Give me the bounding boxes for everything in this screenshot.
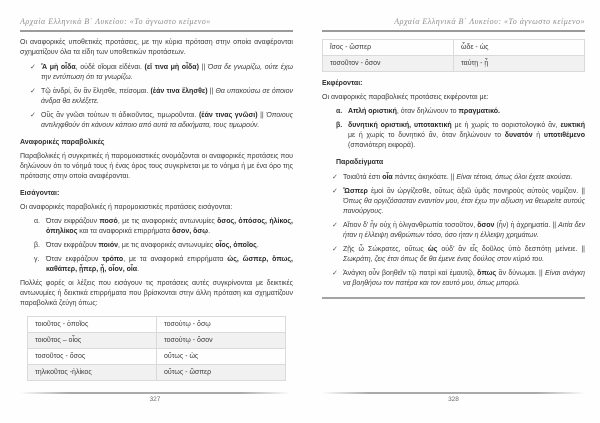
page-number: 328 [448, 396, 459, 403]
list-item [332, 245, 585, 265]
table-cell: ὧδε - ὡς [454, 40, 585, 56]
example-text: Τοιαῦτά ἐστι οἷα πάντες ἀκηκόατε. || Είναι τέτοια, όπως όλοι έχετε ακούσει. [343, 174, 573, 181]
page-footer [322, 392, 585, 403]
table-cell: ἴσος - ὥσπερ [323, 40, 454, 56]
check-bullet-icon: ✓ [332, 188, 338, 195]
table-cell: τοσοῦτος - ὅσος [28, 349, 157, 365]
check-bullet-icon: ✓ [30, 88, 36, 95]
list-item [34, 241, 293, 251]
parabolic-pairs-table [27, 316, 286, 381]
item-label: α. [336, 108, 343, 115]
parabolic-pairs-table [322, 39, 585, 72]
check-bullet-icon: ✓ [332, 270, 338, 277]
list-item [34, 217, 293, 237]
expression-items-list [322, 107, 585, 151]
table-cell: ταύτῃ - ᾗ [454, 56, 585, 72]
list-item [332, 187, 585, 217]
table-cell: τηλικοῦτος -ἡλίκος [28, 365, 157, 381]
page-number: 327 [149, 396, 161, 403]
check-bullet-icon: ✓ [332, 222, 338, 229]
closing-paragraph: Πολλές φορές οι λέξεις που εισάγουν τις προτάσεις αυτές συγκρίνονται με δεικτικές αντωνυμίες ή δεικτικά επιρρήματα που βρίσκονται στην άλλη πρόταση και σχηματίζουν παραβολικά ζεύγη όπως: [20, 280, 293, 307]
example-text: Ὥσπερ ἐμοὶ ἂν ὠργίζεσθε, οὕτως ἀξιῶ ὑμᾶς πονηροὺς αὐτοὺς νομίζειν. || Όπως θα οργιζόσασταν εναντίον μου, έτσι έχω την αξίωση να θεωρείτε αυτούς πανούργους. [343, 188, 585, 215]
page-header: Αρχαία Ελληνικά Β΄ Λυκείου: «Το άγνωστο κείμενο» [20, 17, 293, 32]
list-item [336, 107, 585, 117]
table-cell: τοιοῦτος - ὁποῖος [28, 317, 157, 333]
page-header: Αρχαία Ελληνικά Β΄ Λυκείου: «Το άγνωστο κείμενο» [322, 17, 585, 32]
item-text: Όταν εκφράζουν ποσό, με τις αναφορικές αντωνυμίες ὅσος, ὁπόσος, ἡλίκος, ὁπηλίκος και τα αναφορικά επιρρήματα ὅσον, ὅσῳ. [46, 218, 293, 235]
footer-rule [20, 392, 290, 394]
examples-list [322, 173, 585, 289]
table-row [323, 56, 585, 72]
footer-rule [322, 392, 585, 394]
item-label: α. [34, 218, 40, 225]
example-text: Ἃ μὴ οἶδα, οὐδὲ οἴομαι εἰδέναι. (εἴ τινα μὴ οἶδα) || Όσα δε γνωρίζω, ούτε έχω την εντύπωση ότι τα γνωρίζω. [41, 64, 293, 81]
item-label: β. [34, 242, 40, 249]
example-text: Ἀνάγκη οὖν βοηθεῖν τῷ πατρὶ καὶ ἐμαυτῷ, ὅπως ἂν δύνωμαι. || Είναι ανάγκη να βοηθήσω τον πατέρα και τον εαυτό μου, όπως μπορώ. [343, 270, 586, 287]
example-text: Αἴτιον δ’ ἦν οὐχ ἡ ὀλιγανθρωπία τοσοῦτον, ὅσον (ἦν) ἡ ἀχρηματία. || Αιτία δεν ήταν η έλλειψη ανθρώπων τόσο, όσο ήταν η έλλειψη χρημάτων. [343, 222, 585, 239]
table-row [28, 317, 286, 333]
item-label: γ. [34, 256, 40, 263]
section-title-ekferontai: Εκφέρονται: [322, 80, 363, 87]
table-cell: οὕτως - ὡς [157, 349, 286, 365]
example-text: Τῷ ἀνδρί, ὃν ἂν ἕλησθε, πείσομαι. (ἐάν τινα ἕλησθε) || Θα υπακούσω σε όποιον άνδρα θα εκλέξετε. [41, 88, 293, 105]
introduction-items-list [20, 217, 293, 275]
table-cell: τοιοῦτος – οἷος [28, 333, 157, 349]
check-bullet-icon: ✓ [30, 112, 36, 119]
item-text: δυνητική οριστική, υποτακτική με ή χωρίς το αοριστολογικό ἄν, ευκτική με ή χωρίς το δυνητικό ἄν, όταν δηλώνουν το δυνατόν ή υποτιθέμενο (σπανιότερη εκφορά). [348, 122, 585, 149]
section-divider [322, 297, 585, 299]
list-item [30, 111, 293, 131]
list-item [30, 87, 293, 107]
table-cell: τοσούτῳ - ὅσῳ [157, 317, 286, 333]
intro-paragraph: Οι αναφορικές υποθετικές προτάσεις, με την κύρια πρόταση στην οποία αναφέρονται σχηματίζουν όλα τα είδη των υποθετικών προτάσεων. [20, 39, 293, 56]
item-text: Όταν εκφράζουν τρόπο, με τα αναφορικά επιρρήματα ὡς, ὥσπερ, ὅπως, καθάπερ, ᾗπερ, ᾗ, οἷον, οἷα. [46, 256, 294, 273]
list-item [332, 221, 585, 241]
list-item [30, 63, 293, 83]
table-cell: τοσούτῳ - ὅσον [157, 333, 286, 349]
item-label: β. [336, 122, 343, 129]
section-title-paradeigmata: Παραδείγματα [336, 159, 384, 166]
table-row [323, 40, 585, 56]
section-paragraph: Οι αναφορικές παραβολικές προτάσεις εκφέρονται με: [322, 94, 489, 101]
item-text: Όταν εκφράζουν ποιόν, με τις αναφορικές αντωνυμίες οἷος, ὁποῖος. [46, 242, 259, 249]
example-text: Ζῇς ὦ Σώκρατες, οὕτως ὡς οὐδ’ ἂν εἷς δοῦλος ὑπὸ δεσπότῃ μείνειε. || Σωκράτη, ζεις έτσι όπως δε θα έμενε ένας δούλος στον κύριό του. [343, 246, 585, 263]
section-paragraph: Οι αναφορικές παραβολικές ή παρομοιαστικές προτάσεις εισάγονται: [20, 204, 233, 211]
item-text: Απλή οριστική, όταν δηλώνουν το πραγματικό. [348, 108, 500, 115]
table-row [28, 365, 286, 381]
table-row [28, 333, 286, 349]
table-cell: οὕτως - ὥσπερ [157, 365, 286, 381]
check-bullet-icon: ✓ [332, 246, 338, 253]
page-footer [20, 392, 290, 403]
example-text: Οὓς ἂν γνῶσι τούτων τι ἀδικοῦντας, τιμωροῦνται. (ἐάν τινας γνῶσι) || Όποιους αντιληφθούν ότι κάνουν κάποιο από αυτά τα αδικήματα, τους τιμωρούν. [41, 112, 293, 129]
list-item [332, 173, 585, 183]
check-bullet-icon: ✓ [332, 174, 338, 181]
table-row [28, 349, 286, 365]
hypothetical-examples-list [20, 63, 293, 131]
section-paragraph: Παραβολικές ή συγκριτικές ή παρομοιαστικές ονομάζονται οι αναφορικές προτάσεις που δηλώνουν ότι το νόημά τους ή ένας όρος τους συγκρίνεται με το νόημα ή με ένα όρο της πρότασης στην οποία αναφέρονται. [20, 153, 293, 180]
page-right [300, 0, 600, 423]
list-item [336, 121, 585, 151]
list-item [34, 255, 293, 275]
check-bullet-icon: ✓ [30, 64, 36, 71]
list-item [332, 269, 585, 289]
section-title-anaforikes-parabolikes: Αναφορικές παραβολικές [20, 139, 105, 146]
table-cell: τοσοῦτον - ὅσον [323, 56, 454, 72]
section-title-eisagontai: Εισάγονται: [20, 190, 60, 197]
